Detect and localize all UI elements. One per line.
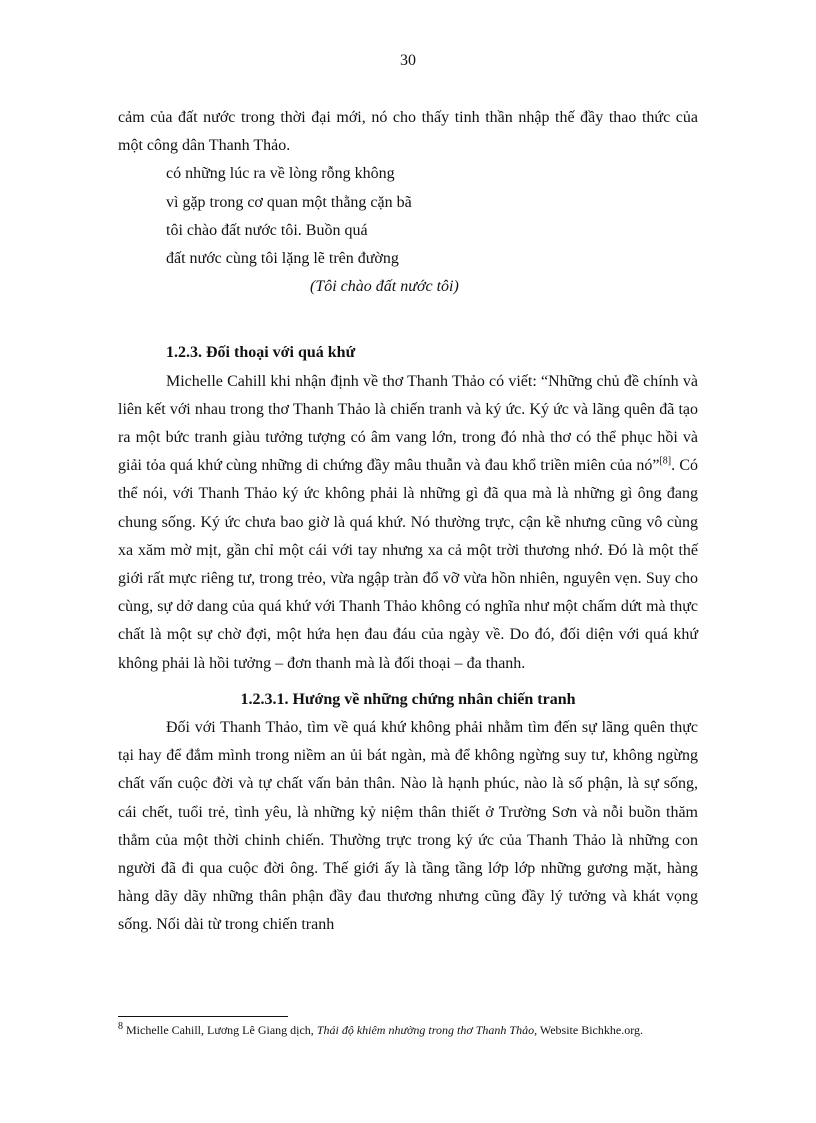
poem-line: đất nước cùng tôi lặng lẽ trên đường bbox=[166, 250, 399, 268]
subsection-paragraph: Đối với Thanh Thảo, tìm về quá khứ không phải nhằm tìm đến sự lãng quên thực tại hay để đắm mình trong niềm an ủi bát ngàn, mà để không ngừng suy tư, không ngừng chất vấn cuộc đời và tự chất vấn bản thân. Nào là hạnh phúc, nào là số phận, là sự sống, cái chết, tuổi trẻ, tình yêu, là những kỷ niệm thân thiết ở Trường Sơn và nỗi buồn thăm thẳm của một thời chinh chiến. Thường trực trong ký ức của Thanh Thảo là những con người đã đi qua cuộc đời ông. Thế giới ấy là tầng tầng lớp lớp những gương mặt, hàng hàng dãy dãy những thân phận đầy đau thương nhưng cũng đầy lý tưởng và khát vọng sống. Nối dài từ trong chiến tranh bbox=[118, 719, 698, 934]
poem-line: vì gặp trong cơ quan một thằng cặn bã bbox=[166, 193, 412, 211]
poem-line: tôi chào đất nước tôi. Buồn quá bbox=[166, 221, 368, 239]
section-paragraph-text: Michelle Cahill khi nhận định về thơ Thanh Thảo có viết: “Những chủ đề chính và liên kết với nhau trong thơ Thanh Thảo là chiến tranh và ký ức. Ký ức và lãng quên đã tạo ra một bức tranh giàu tưởng tượng có âm vang lớn, trong đó nhà thơ có thể phục hồi và giải tỏa quá khứ cùng những di chứng đầy mâu thuẫn và đau khổ triền miên của nó” bbox=[118, 372, 698, 475]
footnote-authors: Michelle Cahill, Lương Lê Giang dịch, bbox=[126, 1023, 317, 1037]
footnote-source: , Website Bichkhe.org. bbox=[534, 1023, 643, 1037]
poem-source: (Tôi chào đất nước tôi) bbox=[310, 278, 459, 296]
footnote-title: Thái độ khiêm nhường trong thơ Thanh Thảo bbox=[316, 1023, 535, 1037]
footnote-marker: 8 bbox=[118, 1021, 123, 1032]
footnote bbox=[118, 1022, 698, 1038]
section-heading: 1.2.3. Đối thoại với quá khứ bbox=[166, 344, 356, 362]
section-paragraph bbox=[118, 368, 698, 678]
citation-reference: [8] bbox=[659, 455, 672, 467]
footnote-divider bbox=[118, 1016, 288, 1017]
page-number: 30 bbox=[400, 52, 416, 69]
poem-block bbox=[166, 160, 698, 301]
section-paragraph-text-continued: . Có thể nói, với Thanh Thảo ký ức không phải là những gì đã qua mà là những gì ông đang chung sống. Ký ức chưa bao giờ là quá khứ. Nó thường trực, cận kề nhưng cũng vô cùng xa xăm mờ mịt, gần chỉ một cái với tay nhưng xa cả một trời thương nhớ. Đó là một thế giới rất mực riêng tư, trong trẻo, vừa ngập tràn đổ vỡ vừa hồn nhiên, nguyên vẹn. Suy cho cùng, sự dở dang của quá khứ với Thanh Thảo không có nghĩa như một chấm dứt mà thực chất là một sự chờ đợi, một hứa hẹn đau đáu của ngày về. Do đó, đối diện với quá khứ không phải là hồi tưởng – đơn thanh mà là đối thoại – đa thanh. bbox=[118, 457, 698, 672]
intro-paragraph: cảm của đất nước trong thời đại mới, nó cho thấy tinh thần nhập thế đầy thao thức của một công dân Thanh Thảo. bbox=[118, 109, 698, 155]
poem-line: có những lúc ra về lòng rỗng không bbox=[166, 165, 395, 183]
body-text bbox=[118, 104, 698, 940]
subsection-heading: 1.2.3.1. Hướng về những chứng nhân chiến tranh bbox=[240, 690, 576, 708]
